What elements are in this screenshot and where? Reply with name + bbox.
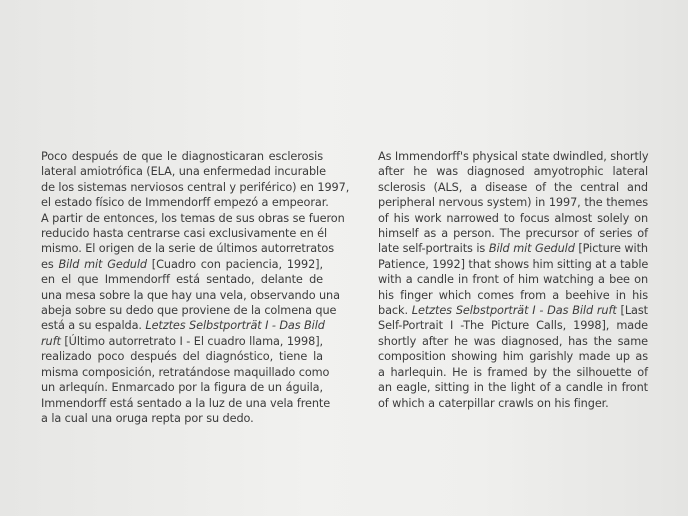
- text-line: [378, 380, 648, 395]
- text-line: [41, 288, 340, 303]
- text-fragment: of which a caterpillar crawls on his finger.: [378, 396, 609, 410]
- text-fragment: an eagle, sitting in the light of a candle in front: [378, 381, 648, 395]
- italic-title: Bild mit Geduld: [58, 257, 147, 271]
- text-line: [41, 303, 337, 318]
- text-line: [378, 149, 648, 164]
- text-line: [378, 195, 648, 210]
- text-line: [378, 272, 648, 287]
- text-fragment: reducido hasta centrarse casi exclusivamente en él: [41, 227, 328, 241]
- text-fragment: back.: [378, 304, 412, 318]
- text-fragment: realizado poco después del diagnóstico, tiene la: [41, 350, 323, 364]
- text-line: [41, 365, 330, 380]
- text-fragment: shortly after he was diagnosed, has the same: [378, 334, 648, 348]
- text-fragment: Immendorff está sentado a la luz de una vela frente: [41, 396, 331, 410]
- text-fragment: Self-Portrait I -The Picture Calls, 1998], made: [378, 319, 648, 333]
- text-line: [378, 349, 648, 364]
- text-fragment: [Último autorretrato I - El cuadro llama, 1998],: [60, 334, 323, 348]
- text-line: [378, 334, 648, 349]
- italic-title: Letztes Selbstporträt I - Das Bild ruft: [411, 304, 617, 318]
- text-line: [41, 334, 323, 349]
- text-line: [378, 365, 648, 380]
- text-fragment: [Cuadro con paciencia, 1992],: [146, 257, 323, 271]
- text-line: [378, 226, 648, 241]
- text-line: [41, 241, 334, 256]
- text-fragment: abeja sobre su dedo que proviene de la colmena que: [41, 304, 337, 318]
- text-line: [378, 180, 648, 195]
- text-fragment: after he was diagnosed amyotrophic lateral: [378, 165, 648, 179]
- text-line: [41, 318, 323, 333]
- text-line: [378, 164, 648, 179]
- text-line: [41, 226, 328, 241]
- text-fragment: composition showing him garishly made up as: [378, 350, 648, 364]
- italic-title: Letztes Selbstporträt I - Das Bild: [145, 319, 325, 333]
- text-fragment: A partir de entonces, los temas de sus obras se fueron: [41, 211, 345, 225]
- text-fragment: una mesa sobre la que hay una vela, observando una: [41, 288, 340, 302]
- text-line: [41, 257, 323, 272]
- text-fragment: Patience, 1992] that shows him sitting at a table: [378, 257, 649, 271]
- text-fragment: his finger which comes from a beehive in his: [378, 288, 648, 302]
- text-line: [41, 349, 323, 364]
- text-line: [378, 241, 648, 256]
- text-fragment: As Immendorff's physical state dwindled, shortly: [378, 150, 649, 163]
- text-line: [41, 195, 329, 210]
- text-fragment: está a su espalda.: [41, 319, 146, 333]
- text-line: [378, 211, 648, 226]
- text-line: [41, 396, 331, 411]
- text-line: [41, 149, 323, 164]
- text-fragment: Poco después de que le diagnosticaran esclerosis: [41, 150, 323, 163]
- text-fragment: himself as a person. The precursor of series of: [378, 227, 648, 241]
- text-line: [378, 318, 648, 333]
- text-fragment: late self-portraits is: [378, 242, 489, 256]
- text-line: [378, 257, 648, 272]
- text-fragment: lateral amiotrófica (ELA, una enfermedad incurable: [41, 165, 326, 179]
- text-line: [378, 396, 648, 411]
- text-fragment: a la cual una oruga repta por su dedo.: [41, 411, 254, 425]
- text-fragment: a harlequin. He is framed by the silhouette of: [378, 365, 648, 379]
- text-fragment: sclerosis (ALS, a disease of the central and: [378, 180, 648, 194]
- text-fragment: misma composición, retratándose maquillado como: [41, 365, 330, 379]
- text-fragment: [Picture with: [574, 242, 648, 256]
- text-line: [41, 380, 323, 395]
- text-fragment: [Last: [616, 304, 648, 318]
- text-line: [41, 411, 323, 426]
- text-fragment: el estado físico de Immendorff empezó a empeorar.: [41, 196, 329, 210]
- text-fragment: es: [41, 257, 59, 271]
- text-line: [41, 180, 350, 195]
- text-line: [41, 272, 323, 287]
- english-text-column: [378, 149, 648, 411]
- text-fragment: peripheral nervous system) in 1997, the themes: [378, 196, 648, 210]
- text-fragment: of his work narrowed to focus almost solely on: [378, 211, 648, 225]
- text-line: [378, 288, 648, 303]
- text-line: [41, 211, 345, 226]
- text-line: [378, 303, 648, 318]
- spanish-text-column: [41, 149, 350, 426]
- text-line: [41, 164, 326, 179]
- italic-title: Bild mit Geduld: [488, 242, 575, 256]
- italic-title: ruft: [41, 334, 61, 348]
- text-fragment: mismo. El origen de la serie de últimos autorretratos: [41, 242, 334, 256]
- text-fragment: with a candle in front of him watching a bee on: [378, 273, 648, 287]
- text-fragment: en el que Immendorff está sentado, delante de: [41, 273, 323, 287]
- text-fragment: de los sistemas nerviosos central y periférico) en 1997,: [41, 180, 350, 194]
- text-fragment: un arlequín. Enmarcado por la figura de un águila,: [41, 381, 323, 395]
